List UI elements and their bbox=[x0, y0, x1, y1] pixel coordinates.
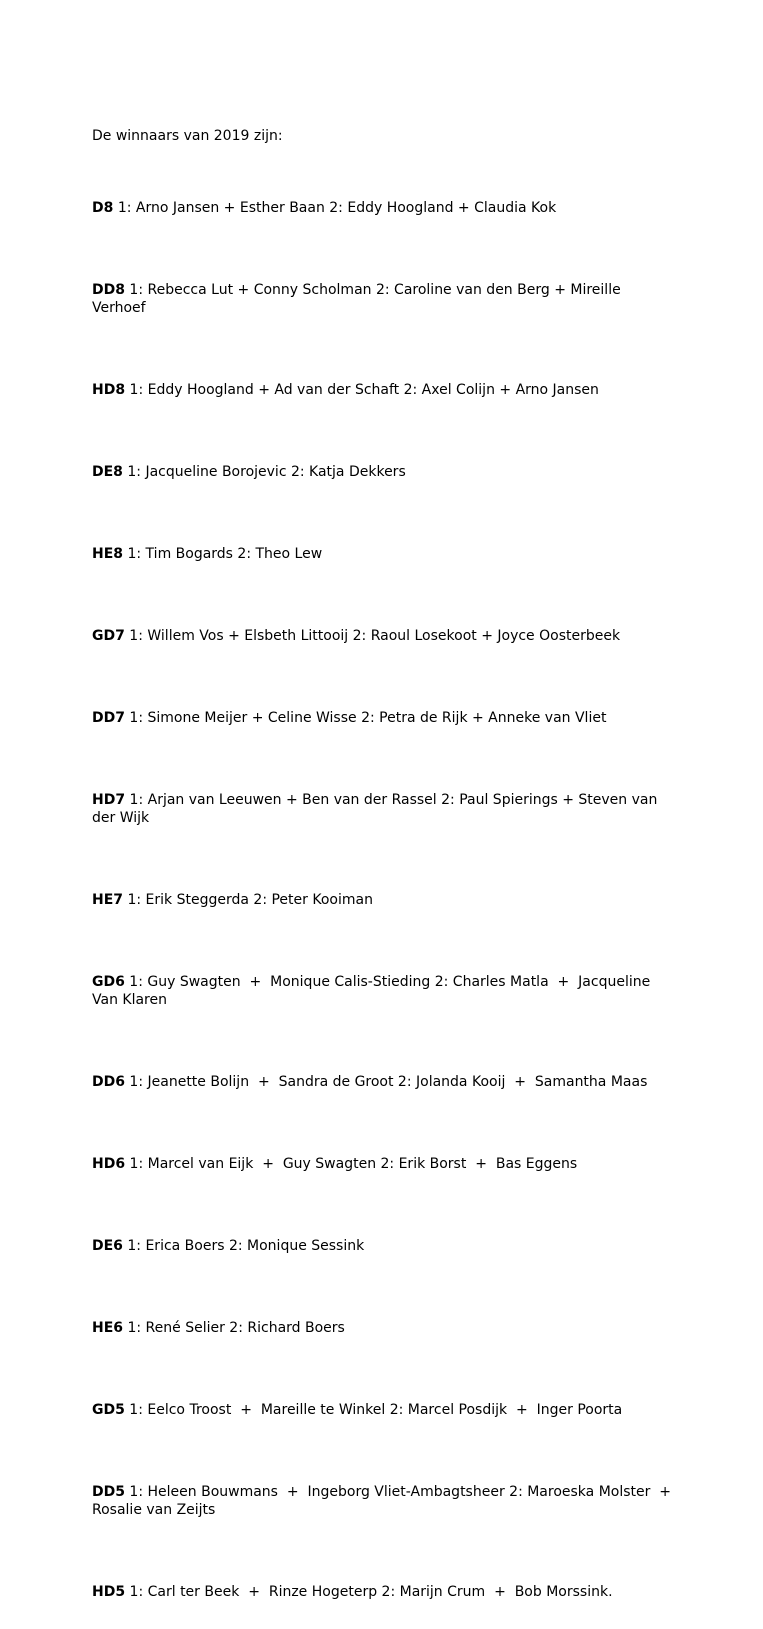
category-label: HD7 bbox=[92, 792, 126, 808]
winner-text: 1: Heleen Bouwmans + Ingeborg Vliet-Ambagtsheer 2: Maroeska Molster + Rosalie van Zeijts bbox=[92, 1484, 680, 1518]
category-label: GD5 bbox=[92, 1402, 125, 1418]
winner-text: 1: Tim Bogards 2: Theo Lew bbox=[123, 546, 323, 562]
winner-text: 1: Willem Vos + Elsbeth Littooij 2: Raoul Losekoot + Joyce Oosterbeek bbox=[124, 628, 621, 644]
winner-text: 1: Arjan van Leeuwen + Ben van der Rassel 2: Paul Spierings + Steven van der Wijk bbox=[92, 792, 662, 826]
winner-entry-dd8 bbox=[92, 281, 677, 317]
winner-entry-hd6 bbox=[92, 1155, 677, 1173]
winner-text: 1: Erik Steggerda 2: Peter Kooiman bbox=[123, 892, 373, 908]
winner-entry-gd5 bbox=[92, 1401, 677, 1419]
category-label: HD6 bbox=[92, 1156, 126, 1172]
category-label: GD7 bbox=[92, 628, 125, 644]
winner-text: 1: Simone Meijer + Celine Wisse 2: Petra de Rijk + Anneke van Vliet bbox=[124, 710, 607, 726]
winner-entry-d8 bbox=[92, 199, 677, 217]
category-label: HE8 bbox=[92, 546, 124, 562]
winner-text: 1: René Selier 2: Richard Boers bbox=[123, 1320, 345, 1336]
winner-entry-dd7 bbox=[92, 709, 677, 727]
category-label: DE8 bbox=[92, 464, 123, 480]
winner-text: 1: Rebecca Lut + Conny Scholman 2: Caroline van den Berg + Mireille Verhoef bbox=[92, 282, 626, 316]
winner-text: 1: Marcel van Eijk + Guy Swagten 2: Erik Borst + Bas Eggens bbox=[125, 1156, 578, 1172]
winner-entry-he8 bbox=[92, 545, 677, 563]
winner-entry-hd8 bbox=[92, 381, 677, 399]
category-label: HE7 bbox=[92, 892, 124, 908]
category-label: HD8 bbox=[92, 382, 126, 398]
category-label: DD6 bbox=[92, 1074, 125, 1090]
category-label: DD8 bbox=[92, 282, 125, 298]
winner-text: 1: Jacqueline Borojevic 2: Katja Dekkers bbox=[122, 464, 406, 480]
winner-entry-he6 bbox=[92, 1319, 677, 1337]
category-label: DD5 bbox=[92, 1484, 125, 1500]
winner-entry-de8 bbox=[92, 463, 677, 481]
winner-text: 1: Eelco Troost + Mareille te Winkel 2: Marcel Posdijk + Inger Poorta bbox=[124, 1402, 623, 1418]
winner-text: 1: Jeanette Bolijn + Sandra de Groot 2: Jolanda Kooij + Samantha Maas bbox=[124, 1074, 648, 1090]
intro-text: De winnaars van 2019 zijn: bbox=[92, 128, 283, 144]
winner-text: 1: Arno Jansen + Esther Baan 2: Eddy Hoogland + Claudia Kok bbox=[113, 200, 557, 216]
category-label: DD7 bbox=[92, 710, 125, 726]
category-label: GD6 bbox=[92, 974, 125, 990]
category-label: HD5 bbox=[92, 1584, 126, 1600]
winner-entry-gd6 bbox=[92, 973, 677, 1009]
winner-entry-he7 bbox=[92, 891, 677, 909]
winner-entry-de6 bbox=[92, 1237, 677, 1255]
winner-text: 1: Carl ter Beek + Rinze Hogeterp 2: Marijn Crum + Bob Morssink. bbox=[125, 1584, 613, 1600]
winner-text: 1: Eddy Hoogland + Ad van der Schaft 2: Axel Colijn + Arno Jansen bbox=[125, 382, 599, 398]
winner-text: 1: Guy Swagten + Monique Calis-Stieding 2: Charles Matla + Jacqueline Van Klaren bbox=[92, 974, 655, 1008]
document-body bbox=[92, 91, 680, 1629]
category-label: DE6 bbox=[92, 1238, 123, 1254]
winner-entry-dd6 bbox=[92, 1073, 677, 1091]
winner-entry-hd7 bbox=[92, 791, 677, 827]
category-label: HE6 bbox=[92, 1320, 124, 1336]
winner-entry-dd5 bbox=[92, 1483, 680, 1519]
winner-entry-gd7 bbox=[92, 627, 677, 645]
winner-entry-hd5 bbox=[92, 1583, 677, 1601]
category-label: D8 bbox=[92, 200, 114, 216]
winner-text: 1: Erica Boers 2: Monique Sessink bbox=[122, 1238, 365, 1254]
